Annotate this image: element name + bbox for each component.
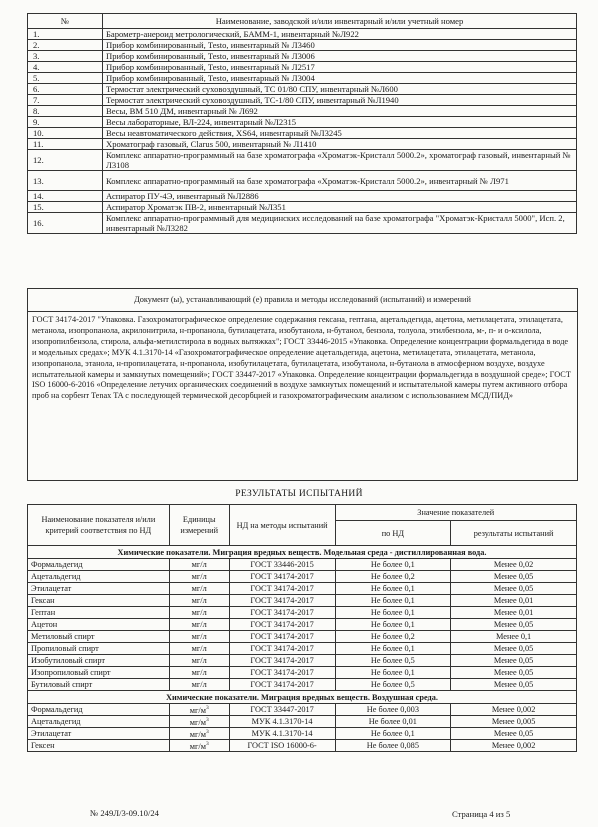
results-cell-unit — [169, 740, 229, 752]
results-cell-name: Ацетальдегид — [28, 571, 170, 583]
equipment-row — [28, 106, 577, 117]
unit-text: мг/м — [189, 717, 206, 727]
results-cell-nd: Не более 0,5 — [335, 655, 451, 667]
equipment-row-number: 16. — [28, 213, 103, 234]
unit-superscript: 3 — [205, 740, 209, 747]
equipment-row — [28, 73, 577, 84]
equipment-row — [28, 171, 577, 191]
results-cell-nd: Не более 0,085 — [335, 740, 451, 752]
equipment-row-name: Термостат электрический суховоздушный, ТС 01/80 СПУ, инвентарный №Л600 — [103, 84, 577, 95]
results-row — [28, 571, 577, 583]
results-table — [27, 504, 577, 752]
results-cell-result: Менее 0,01 — [451, 595, 577, 607]
results-cell-nd: Не более 0,1 — [335, 595, 451, 607]
equipment-row-number: 5. — [28, 73, 103, 84]
unit-text: мг/м — [189, 705, 206, 715]
results-cell-unit: мг/л — [169, 607, 229, 619]
equipment-row-number: 14. — [28, 191, 103, 202]
equipment-row-number: 6. — [28, 84, 103, 95]
results-cell-name: Этилацетат — [28, 583, 170, 595]
equipment-row-number: 7. — [28, 95, 103, 106]
results-cell-method: ГОСТ 34174-2017 — [229, 679, 335, 691]
results-row — [28, 559, 577, 571]
equipment-row-name: Комплекс аппаратно-программный на базе хроматографа «Хроматэк-Кристалл 5000.2», инвентарный № Л971 — [103, 171, 577, 191]
methods-document-text: ГОСТ 34174-2017 "Упаковка. Газохроматографическое определение содержания гексана, гептана, ацетальдегида, ацетона, метилацетата, этилацетата, метанола, изопропанола, акрилонитрила, н-пропанола, бутилацетата, изобутанола, н-бутанол, бензола, толуола, этилбензола, м-, п- и о-ксилола, изопропилбензола, стирола, альфа-метилстирола в водных вытяжках"; ГОСТ 33446-2015 «Упаковка. Определение концентрации формальдегида в воде и модельных средах»; МУК 4.1.3170-14 «Газохроматографическое определение ацетальдегида, ацетона, метилацетата, этилацетата, метанола, изопропанола, этанола, н-пропилацетата, н-пропанола, изобутилацетата, бутилацетата, изобутанола, н-бутанола в атмосферном воздухе, воздухе испытательной камеры и замкнутых помещений»; ГОСТ 33447-2017 «Упаковка. Определение концентрации формальдегида в воздушной среде»; ГОСТ ISO 16000-6-2016 «Определение летучих органических соединений в воздухе замкнутых помещений и испытательной камеры путем активного отбора проб на сорбент Tenax TA с последующей термической десорбцией и газохроматографическим анализом с использованием МСД/ПИД» — [32, 315, 571, 401]
results-cell-result: Менее 0,002 — [451, 704, 577, 716]
header-units: Единицы измерений — [169, 505, 229, 546]
results-section-row — [28, 546, 577, 559]
equipment-row-name: Аспиратор ПУ-4Э, инвентарный №Л2886 — [103, 191, 577, 202]
results-cell-nd: Не более 0,2 — [335, 571, 451, 583]
results-row — [28, 679, 577, 691]
results-cell-name: Гептан — [28, 607, 170, 619]
equipment-row — [28, 62, 577, 73]
results-cell-method: ГОСТ 34174-2017 — [229, 631, 335, 643]
results-cell-nd: Не более 0,2 — [335, 631, 451, 643]
equipment-row-name: Комплекс аппаратно-программный на базе хроматографа «Хроматэк-Кристалл 5000.2», хроматограф газовый, инвентарный № Л3108 — [103, 150, 577, 171]
results-cell-nd: Не более 0,1 — [335, 728, 451, 740]
results-cell-unit: мг/л — [169, 571, 229, 583]
unit-superscript: 3 — [205, 728, 209, 735]
results-cell-nd: Не более 0,1 — [335, 643, 451, 655]
methods-document-box — [27, 288, 578, 481]
equipment-row — [28, 128, 577, 139]
unit-text: мг/м — [189, 729, 206, 739]
equipment-row-name: Весы, ВМ 510 ДМ, инвентарный № Л692 — [103, 106, 577, 117]
results-row — [28, 704, 577, 716]
equipment-row — [28, 213, 577, 234]
results-row — [28, 728, 577, 740]
results-cell-result: Менее 0,002 — [451, 740, 577, 752]
results-cell-name: Этилацетат — [28, 728, 170, 740]
results-cell-name: Ацетальдегид — [28, 716, 170, 728]
results-cell-unit: мг/л — [169, 631, 229, 643]
results-cell-unit: мг/л — [169, 667, 229, 679]
results-cell-method: ГОСТ 34174-2017 — [229, 643, 335, 655]
results-cell-method: ГОСТ 34174-2017 — [229, 607, 335, 619]
equipment-row — [28, 191, 577, 202]
equipment-row — [28, 40, 577, 51]
equipment-row-name: Комплекс аппаратно-программный для медицинских исследований на базе хроматографа "Хроматэк-Кристалл 5000", Исп. 2, инвентарный №Л3282 — [103, 213, 577, 234]
results-cell-nd: Не более 0,5 — [335, 679, 451, 691]
results-row — [28, 667, 577, 679]
results-row — [28, 716, 577, 728]
results-cell-unit: мг/л — [169, 595, 229, 607]
results-cell-method: ГОСТ 34174-2017 — [229, 619, 335, 631]
equipment-row — [28, 51, 577, 62]
equipment-row-number: 8. — [28, 106, 103, 117]
results-cell-method: ГОСТ 34174-2017 — [229, 595, 335, 607]
results-cell-name: Бутиловый спирт — [28, 679, 170, 691]
equipment-row-name: Прибор комбинированный, Testo, инвентарный № Л2517 — [103, 62, 577, 73]
results-cell-result: Менее 0,05 — [451, 728, 577, 740]
equipment-row-number: 15. — [28, 202, 103, 213]
equipment-table — [27, 13, 577, 234]
results-cell-unit: мг/л — [169, 559, 229, 571]
results-header-row — [28, 505, 577, 521]
results-cell-result: Менее 0,01 — [451, 607, 577, 619]
results-row — [28, 643, 577, 655]
equipment-row-name: Прибор комбинированный, Testo, инвентарный № Л3006 — [103, 51, 577, 62]
equipment-row-name: Аспиратор Хроматэк ПВ-2, инвентарный №Л351 — [103, 202, 577, 213]
document-number: № 249Л/3-09.10/24 — [90, 808, 159, 818]
header-method: НД на методы испытаний — [229, 505, 335, 546]
equipment-row-name: Прибор комбинированный, Testo, инвентарный № Л3460 — [103, 40, 577, 51]
results-cell-nd: Не более 0,1 — [335, 607, 451, 619]
results-cell-method: ГОСТ 33446-2015 — [229, 559, 335, 571]
results-cell-unit: мг/л — [169, 643, 229, 655]
results-cell-result: Менее 0,05 — [451, 583, 577, 595]
results-section-row — [28, 691, 577, 704]
results-cell-result: Менее 0,05 — [451, 655, 577, 667]
results-cell-result: Менее 0,05 — [451, 667, 577, 679]
results-title: РЕЗУЛЬТАТЫ ИСПЫТАНИЙ — [235, 489, 363, 499]
methods-document-header: Документ (ы), устанавливающий (е) правила и методы исследований (испытаний) и измерений — [28, 289, 577, 312]
header-result: результаты испытаний — [451, 521, 577, 546]
results-cell-unit — [169, 728, 229, 740]
equipment-row-number: 9. — [28, 117, 103, 128]
equipment-row-number: 2. — [28, 40, 103, 51]
equipment-row-name: Весы лабораторные, ВЛ-224, инвентарный №Л2315 — [103, 117, 577, 128]
results-cell-nd: Не более 0,1 — [335, 619, 451, 631]
unit-text: мг/м — [189, 741, 206, 751]
results-cell-result: Менее 0,02 — [451, 559, 577, 571]
results-cell-unit: мг/л — [169, 679, 229, 691]
results-cell-nd: Не более 0,1 — [335, 667, 451, 679]
equipment-row-name: Весы неавтоматического действия, XS64, инвентарный №Л3245 — [103, 128, 577, 139]
equipment-row-name: Барометр-анероид метрологический, БАММ-1, инвентарный №Л922 — [103, 29, 577, 40]
results-section-title: Химические показатели. Миграция вредных веществ. Модельная среда - дистиллированная вода. — [28, 546, 577, 559]
results-cell-nd: Не более 0,01 — [335, 716, 451, 728]
results-cell-method: МУК 4.1.3170-14 — [229, 728, 335, 740]
results-cell-name: Гексен — [28, 740, 170, 752]
equipment-header-no: № — [28, 14, 103, 29]
results-cell-unit: мг/л — [169, 619, 229, 631]
equipment-row-number: 11. — [28, 139, 103, 150]
equipment-row-number: 3. — [28, 51, 103, 62]
results-cell-nd: Не более 0,1 — [335, 559, 451, 571]
results-cell-method: ГОСТ ISO 16000-6- — [229, 740, 335, 752]
unit-superscript: 3 — [205, 704, 209, 711]
results-row — [28, 655, 577, 667]
results-cell-nd: Не более 0,003 — [335, 704, 451, 716]
equipment-row — [28, 117, 577, 128]
results-row — [28, 619, 577, 631]
equipment-row-name: Хроматограф газовый, Clarus 500, инвентарный № Л1410 — [103, 139, 577, 150]
results-row — [28, 607, 577, 619]
header-indicator: Наименование показателя и/или критерий соответствия по НД — [28, 505, 170, 546]
equipment-row — [28, 150, 577, 171]
results-cell-unit: мг/л — [169, 583, 229, 595]
results-cell-unit — [169, 716, 229, 728]
results-cell-name: Гексан — [28, 595, 170, 607]
results-row — [28, 595, 577, 607]
results-cell-method: ГОСТ 34174-2017 — [229, 655, 335, 667]
results-section-title: Химические показатели. Миграция вредных веществ. Воздушная среда. — [28, 691, 577, 704]
unit-superscript: 3 — [205, 716, 209, 723]
equipment-header-name: Наименование, заводской и/или инвентарный и/или учетный номер — [103, 14, 577, 29]
results-cell-method: ГОСТ 34174-2017 — [229, 667, 335, 679]
results-cell-result: Менее 0,1 — [451, 631, 577, 643]
equipment-row-name: Прибор комбинированный, Testo, инвентарный № Л3004 — [103, 73, 577, 84]
equipment-row — [28, 84, 577, 95]
header-values: Значение показателей — [335, 505, 577, 521]
results-row — [28, 583, 577, 595]
page-number: Страница 4 из 5 — [452, 809, 511, 819]
results-cell-name: Изобутиловый спирт — [28, 655, 170, 667]
equipment-row-number: 1. — [28, 29, 103, 40]
results-row — [28, 631, 577, 643]
results-cell-name: Метиловый спирт — [28, 631, 170, 643]
results-cell-method: ГОСТ 33447-2017 — [229, 704, 335, 716]
equipment-row-name: Термостат электрический суховоздушный, ТС-1/80 СПУ, инвентарный №Л1940 — [103, 95, 577, 106]
equipment-row-number: 10. — [28, 128, 103, 139]
equipment-row-number: 4. — [28, 62, 103, 73]
results-cell-result: Менее 0,005 — [451, 716, 577, 728]
results-cell-method: ГОСТ 34174-2017 — [229, 571, 335, 583]
results-cell-method: МУК 4.1.3170-14 — [229, 716, 335, 728]
equipment-row — [28, 139, 577, 150]
results-cell-nd: Не более 0,1 — [335, 583, 451, 595]
results-cell-name: Ацетон — [28, 619, 170, 631]
results-cell-result: Менее 0,05 — [451, 643, 577, 655]
results-cell-name: Формальдегид — [28, 704, 170, 716]
equipment-row-number: 12. — [28, 150, 103, 171]
results-cell-name: Формальдегид — [28, 559, 170, 571]
results-cell-result: Менее 0,05 — [451, 619, 577, 631]
results-cell-method: ГОСТ 34174-2017 — [229, 583, 335, 595]
equipment-row — [28, 95, 577, 106]
header-nd: по НД — [335, 521, 451, 546]
results-cell-unit — [169, 704, 229, 716]
equipment-row — [28, 29, 577, 40]
results-row — [28, 740, 577, 752]
equipment-row-number: 13. — [28, 171, 103, 191]
results-cell-result: Менее 0,05 — [451, 679, 577, 691]
results-cell-name: Пропиловый спирт — [28, 643, 170, 655]
results-cell-name: Изопропиловый спирт — [28, 667, 170, 679]
equipment-row — [28, 202, 577, 213]
results-cell-unit: мг/л — [169, 655, 229, 667]
results-cell-result: Менее 0,05 — [451, 571, 577, 583]
